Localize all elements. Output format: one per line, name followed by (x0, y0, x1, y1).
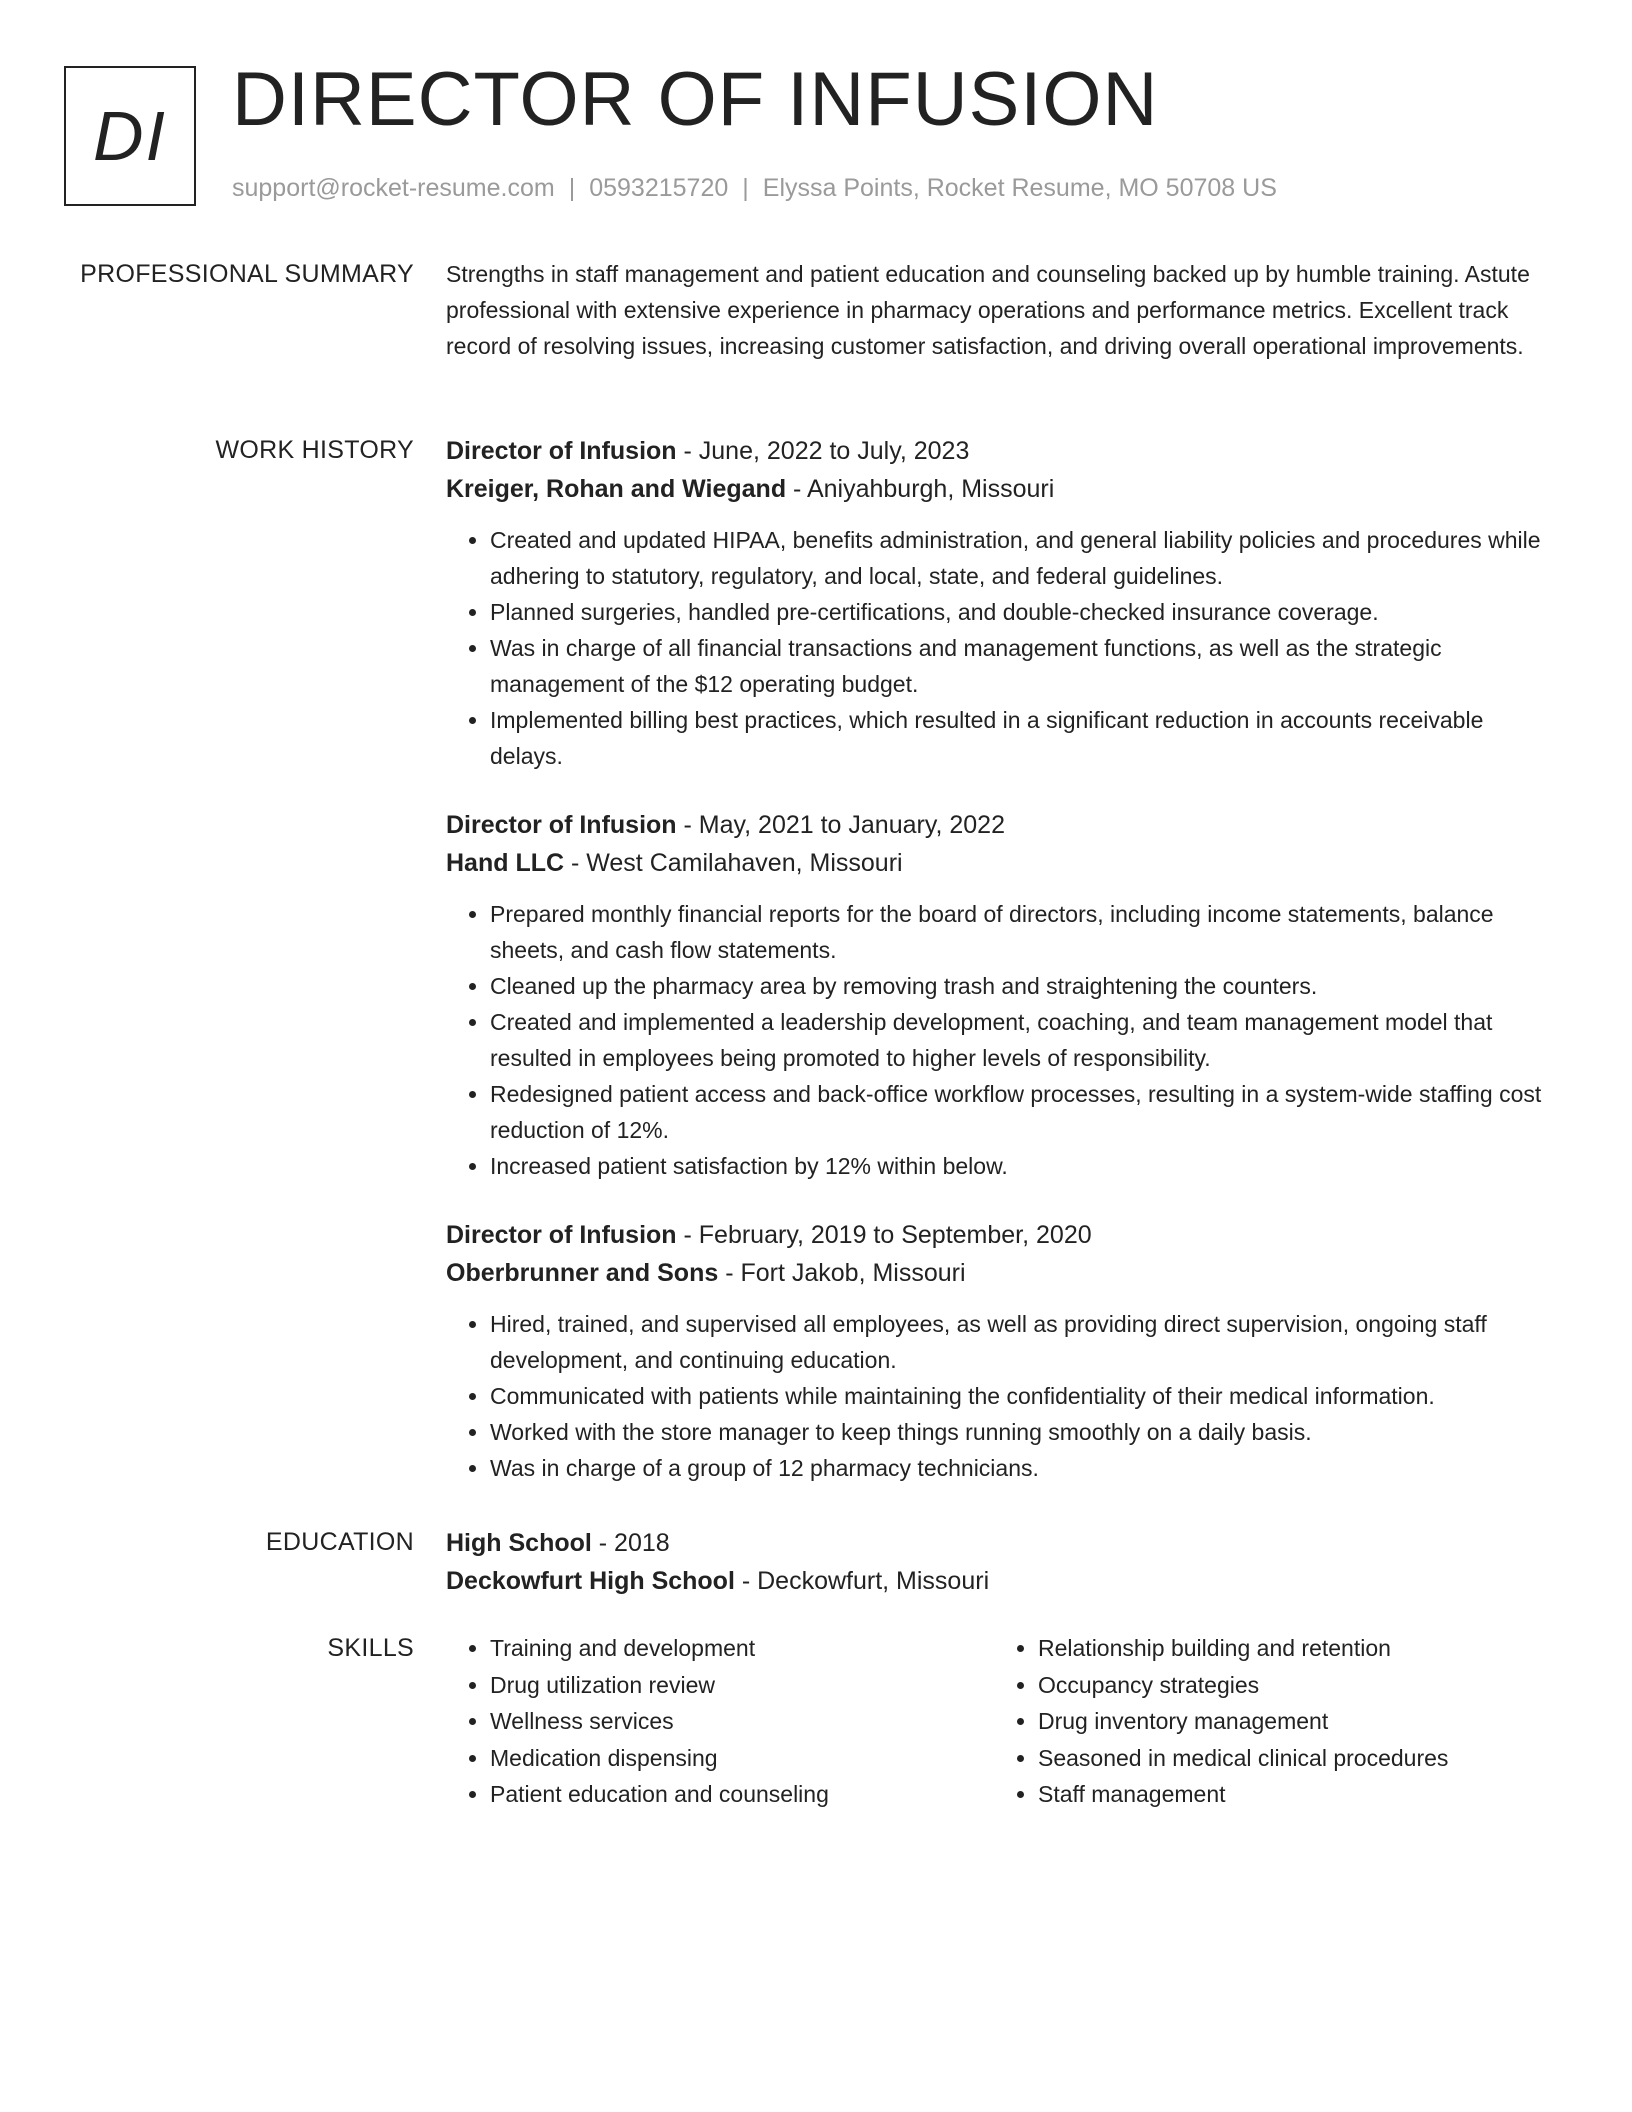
contact-separator: | (568, 174, 576, 202)
job-location: - West Camilahaven, Missouri (564, 849, 903, 877)
job-bullet: • Implemented billing best practices, which resulted in a significant reduction in accounts receivable delays. (490, 702, 1562, 774)
job-title: Director of Infusion (446, 1221, 677, 1249)
skills-list-left (446, 1630, 994, 1813)
resume-name: DIRECTOR OF INFUSION (232, 57, 1159, 142)
job-bullet: • Cleaned up the pharmacy area by removing trash and straightening the counters. (490, 968, 1562, 1004)
education-year: - 2018 (591, 1529, 670, 1557)
job-title-line (446, 806, 1562, 844)
job-bullet: • Prepared monthly financial reports for the board of directors, including income statements, balance sheets, and cash flow statements. (490, 896, 1562, 968)
skill-item: • Medication dispensing (490, 1740, 994, 1777)
job-bullet: • Worked with the store manager to keep things running smoothly on a daily basis. (490, 1414, 1562, 1450)
summary-text: Strengths in staff management and patient education and counseling backed up by humble training. Astute professional with extensive experience in pharmacy operations and performance metrics. Excellent track record of resolving issues, increasing customer satisfaction, and driving overall operational improvements. (446, 261, 1530, 359)
section-label-work-history: WORK HISTORY (215, 436, 414, 464)
skills-list-right (994, 1630, 1542, 1813)
summary-body (446, 256, 1562, 364)
contact-separator: | (742, 174, 749, 202)
section-label-skills: SKILLS (327, 1634, 414, 1662)
job-company-line (446, 1254, 1562, 1292)
contact-email: support@rocket-resume.com (232, 174, 555, 202)
job-bullet: • Was in charge of all financial transactions and management functions, as well as the strategic management of the $12 operating budget. (490, 630, 1562, 702)
monogram-box: DI (64, 66, 196, 206)
job-company-line (446, 470, 1562, 508)
skill-item: • Wellness services (490, 1703, 994, 1740)
job-title: Director of Infusion (446, 437, 677, 465)
education-degree: High School (446, 1529, 592, 1557)
skill-item: • Drug utilization review (490, 1667, 994, 1704)
job-bullet: • Was in charge of a group of 12 pharmacy technicians. (490, 1450, 1562, 1486)
job-title-line (446, 432, 1562, 470)
skill-item: • Drug inventory management (1038, 1703, 1542, 1740)
job-bullet-list (446, 522, 1562, 774)
section-label-summary: PROFESSIONAL SUMMARY (80, 260, 414, 288)
contact-line (232, 174, 1277, 203)
skill-item: • Relationship building and retention (1038, 1630, 1542, 1667)
education-body (446, 1524, 1562, 1600)
skill-item: • Staff management (1038, 1776, 1542, 1813)
work-history-body (446, 432, 1562, 1518)
education-location: - Deckowfurt, Missouri (734, 1567, 990, 1595)
job-bullet-list (446, 1306, 1562, 1486)
skill-item: • Seasoned in medical clinical procedures (1038, 1740, 1542, 1777)
job-entry (446, 432, 1562, 774)
job-dates: - February, 2019 to September, 2020 (676, 1221, 1092, 1249)
job-title: Director of Infusion (446, 811, 677, 839)
job-company: Oberbrunner and Sons (446, 1259, 719, 1287)
section-label-education: EDUCATION (265, 1528, 414, 1556)
education-degree-line (446, 1524, 1562, 1562)
job-bullet: • Redesigned patient access and back-office workflow processes, resulting in a system-wide staffing cost reduction of 12%. (490, 1076, 1562, 1148)
skill-item: • Occupancy strategies (1038, 1667, 1542, 1704)
job-dates: - June, 2022 to July, 2023 (676, 437, 970, 465)
skills-grid (446, 1630, 1562, 1813)
contact-address: Elyssa Points, Rocket Resume, MO 50708 US (762, 174, 1277, 202)
job-company: Kreiger, Rohan and Wiegand (446, 475, 787, 503)
education-school: Deckowfurt High School (446, 1567, 735, 1595)
skill-item: • Patient education and counseling (490, 1776, 994, 1813)
education-school-line (446, 1562, 1562, 1600)
job-bullet: • Planned surgeries, handled pre-certifications, and double-checked insurance coverage. (490, 594, 1562, 630)
skill-item: • Training and development (490, 1630, 994, 1667)
job-dates: - May, 2021 to January, 2022 (676, 811, 1005, 839)
job-entry (446, 806, 1562, 1184)
job-bullet: • Created and implemented a leadership development, coaching, and team management model that resulted in employees being promoted to higher levels of responsibility. (490, 1004, 1562, 1076)
job-location: - Fort Jakob, Missouri (718, 1259, 966, 1287)
job-bullet-list (446, 896, 1562, 1184)
job-entry (446, 1216, 1562, 1486)
job-bullet: • Increased patient satisfaction by 12% within below. (490, 1148, 1562, 1184)
job-bullet: • Hired, trained, and supervised all employees, as well as providing direct supervision, ongoing staff development, and continuing education. (490, 1306, 1562, 1378)
job-company: Hand LLC (446, 849, 565, 877)
job-location: - Aniyahburgh, Missouri (786, 475, 1055, 503)
job-bullet: • Created and updated HIPAA, benefits administration, and general liability policies and procedures while adhering to statutory, regulatory, and local, state, and federal guidelines. (490, 522, 1562, 594)
job-bullet: • Communicated with patients while maintaining the confidentiality of their medical information. (490, 1378, 1562, 1414)
contact-phone: 0593215720 (589, 174, 729, 202)
job-company-line (446, 844, 1562, 882)
skills-body (446, 1630, 1562, 1813)
job-title-line (446, 1216, 1562, 1254)
